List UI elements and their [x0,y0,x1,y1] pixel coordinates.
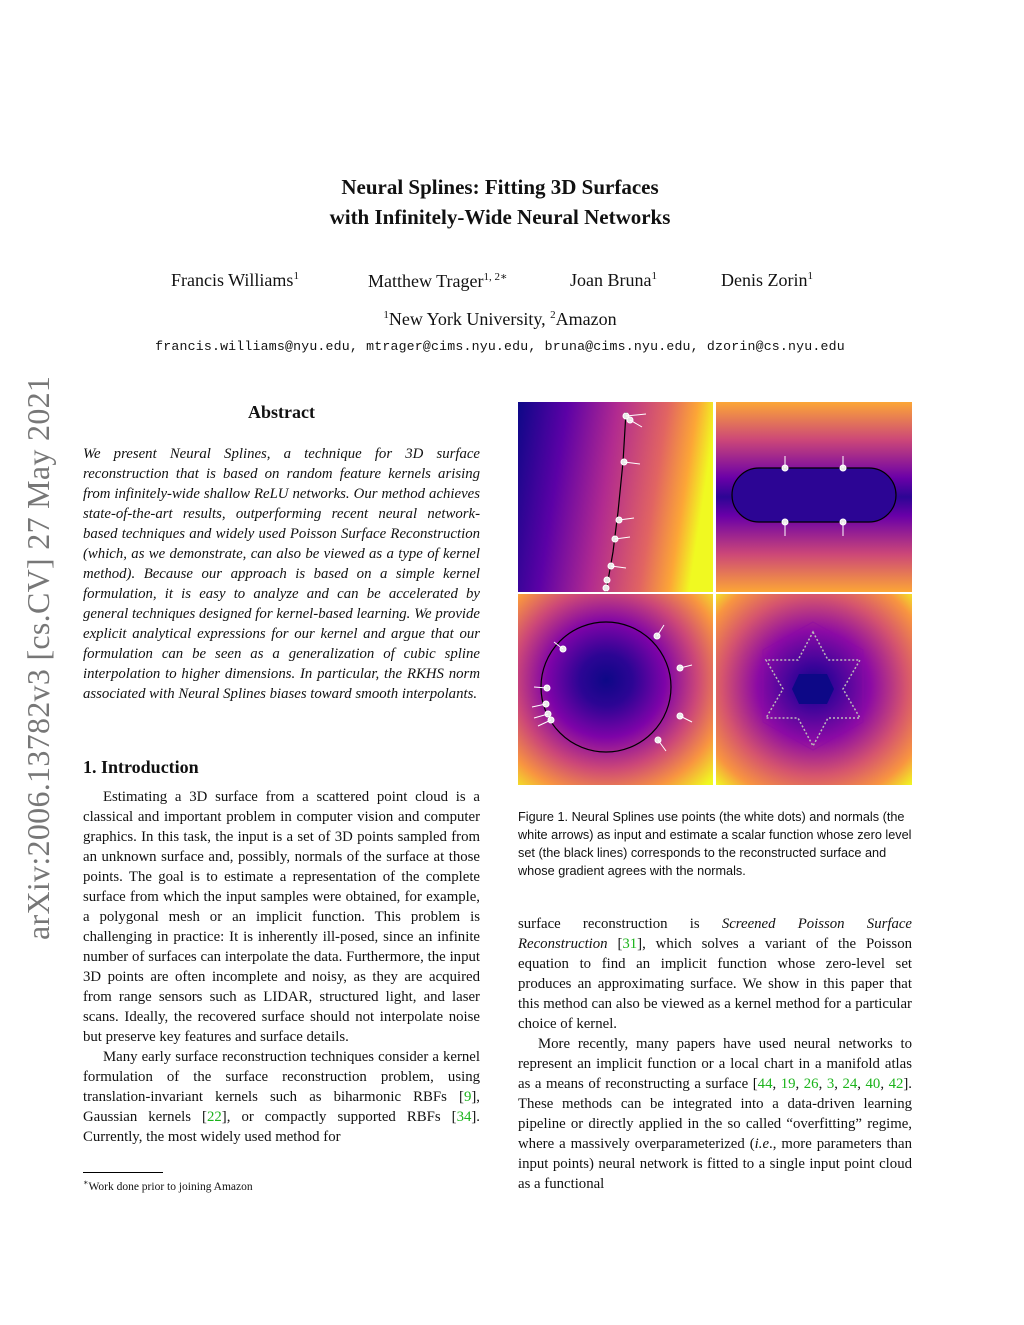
intro-paragraph-2: Many early surface reconstruction techniques consider a kernel formulation of the surface reconstruction problem, using translation-invariant kernels such as biharmonic RBFs [9], Gaussian kernels [22], or compactly supported RBFs [34]. Currently, the most widely used method for [83,1049,480,1145]
section-heading-introduction: 1. Introduction [83,757,199,777]
figure-1-caption: Figure 1. Neural Splines use points (the white dots) and normals (the white arrows) as input and estimate a scalar function whose zero level set (the black lines) corresponds to the reconstructed surface and whose gradient agrees with the normals. [518,810,912,878]
right-paragraph-2: More recently, many papers have used neural networks to represent an implicit function or a local chart in a manifold atlas as a means of reconstructing a surface [44, 19, 26, 3, 24, 40, 42]. These methods can be integrated into a data-driven learning pipeline or directly applied in the so called “overfitting” regime, where a massively overparameterized (i.e., more parameters than input points) neural network is fitted to a single input point cloud as a functional [518,1036,913,1192]
author-emails: francis.williams@nyu.edu, mtrager@cims.nyu.edu, bruna@cims.nyu.edu, dzorin@cs.nyu.edu [155,339,845,354]
footnote-rule [83,1172,163,1173]
author-1: Francis Williams$^1$ [171,270,299,290]
citation-link[interactable]: 42 [888,1076,904,1092]
paper-title [0,172,1000,232]
introduction-body [83,787,480,1147]
author-2: Matthew Trager$^{1, 2∗}$ [368,271,508,291]
intro-paragraph-1: Estimating a 3D surface from a scattered point cloud is a classical and important problem in computer vision and computer graphics. In this task, the input is a set of 3D points sampled from an unknown surface and, possibly, normals of the surface at those points. The goal is to estimate a representation of the complete surface from which the input samples were obtained, for example, a polygonal mesh or an implicit function. This problem is challenging in practice: It is inherently ill-posed, since an infinite number of surfaces can interpolate the data. Furthermore, the input 3D points are often incomplete and noisy, as they are acquired from range sensors such as LIDAR, structured light, and laser scans. Ideally, the recovered surface should not interpolate noise but preserve key features and surface details. [83,789,480,1045]
title-line-2: with Infinitely-Wide Neural Networks [329,205,671,229]
title-line-1: Neural Splines: Fitting 3D Surfaces [341,175,659,199]
citation-link[interactable]: 22 [206,1109,222,1125]
right-column-body [518,914,912,1194]
figure-1-image [518,402,912,785]
citation-link[interactable]: 3 [826,1076,835,1092]
arxiv-identifier[interactable]: arXiv:2006.13782v3 [cs.CV] 27 May 2021 [20,375,56,940]
abstract-heading: Abstract [248,402,315,422]
author-3: Joan Bruna$^1$ [570,270,657,290]
affiliations: $^1$New York University, $^2$Amazon [383,309,617,329]
citation-link[interactable]: 24 [842,1076,858,1092]
citation-link[interactable]: 31 [622,936,638,952]
citation-link[interactable]: 34 [456,1109,472,1125]
citation-link[interactable]: 9 [463,1089,472,1105]
abstract-text: We present Neural Splines, a technique for 3D surface reconstruction that is based on random feature kernels arising from infinitely-wide shallow ReLU networks. Our method achieves state-of-the-art results, outperforming recent neural network-based techniques and widely used Poisson Surface Reconstruction (which, as we demonstrate, can also be viewed as a type of kernel method). Because our approach is based on a simple kernel formulation, it is easy to analyze and can be accelerated by general techniques designed for kernel-based learning. We provide explicit analytical expressions for our kernel and argue that our formulation can be seen as a generalization of cubic spline interpolation to higher dimensions. In particular, the RKHS norm associated with Neural Splines biases toward smooth interpolants. [83,446,480,702]
citation-link[interactable]: 44 [757,1076,773,1092]
right-paragraph-1: surface reconstruction is Screened Poisson Surface Reconstruction [31], which solves a variant of the Poisson equation to find an implicit function whose zero-level set produces an approximating surface. We show in this paper that this method can also be viewed as a kernel method for a particular choice of kernel. [518,916,912,1032]
citation-link[interactable]: 26 [803,1076,819,1092]
citation-link[interactable]: 40 [865,1076,881,1092]
citation-link[interactable]: 19 [780,1076,796,1092]
panel-line [518,402,714,592]
footnote: ∗Work done prior to joining Amazon [83,1178,253,1193]
author-4: Denis Zorin$^1$ [721,270,813,290]
